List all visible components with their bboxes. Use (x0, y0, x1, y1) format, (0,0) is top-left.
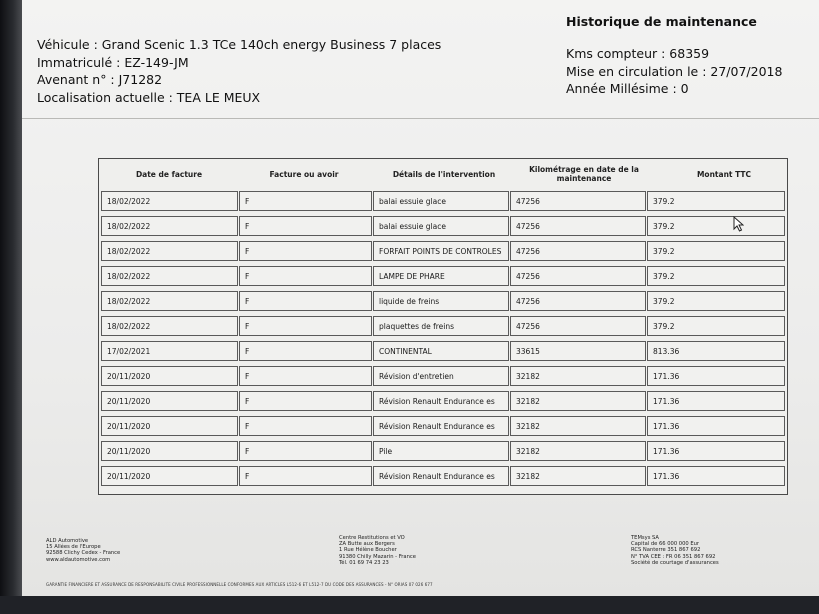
footer-line: Capital de 66 000 000 Eur (631, 541, 700, 548)
odometer-label: Kms compteur : 68359 (566, 46, 710, 61)
footer-line: 92588 Clichy Cedex - France (46, 550, 121, 557)
cell-type: F (239, 416, 372, 436)
footer-line: Société de courtage d'assurances (631, 559, 719, 566)
cell-mileage: 32182 (510, 391, 646, 411)
cell-details: Révision Renault Endurance es (373, 466, 509, 486)
cell-mileage: 32182 (510, 366, 646, 386)
cell-type: F (239, 241, 372, 261)
cell-amount: 379.2 (647, 216, 785, 236)
cell-amount: 379.2 (647, 316, 785, 336)
cell-type: F (239, 316, 372, 336)
footer-line: ZA Butte aux Bergers (339, 541, 395, 548)
cell-date: 20/11/2020 (101, 441, 238, 461)
table-row (101, 441, 785, 463)
cell-mileage: 47256 (510, 191, 646, 211)
cell-date: 20/11/2020 (101, 366, 238, 386)
footer-line: 1 Rue Hélène Boucher (339, 547, 397, 554)
cell-type: F (239, 466, 372, 486)
cell-mileage: 47256 (510, 316, 646, 336)
cell-mileage: 32182 (510, 416, 646, 436)
cell-amount: 379.2 (647, 241, 785, 261)
cell-date: 20/11/2020 (101, 416, 238, 436)
cell-details: Révision Renault Endurance es (373, 391, 509, 411)
cell-details: Révision Renault Endurance es (373, 416, 509, 436)
cell-mileage: 47256 (510, 291, 646, 311)
cell-type: F (239, 216, 372, 236)
year-model-label: Année Millésime : 0 (566, 81, 689, 96)
cell-details: plaquettes de freins (373, 316, 509, 336)
cell-date: 18/02/2022 (101, 266, 238, 286)
cell-type: F (239, 291, 372, 311)
cell-details: Pile (373, 441, 509, 461)
location-label: Localisation actuelle : TEA LE MEUX (37, 89, 261, 105)
cell-date: 18/02/2022 (101, 316, 238, 336)
first-registration-label: Mise en circulation le : 27/07/2018 (566, 63, 783, 79)
cell-date: 18/02/2022 (101, 241, 238, 261)
cell-amount: 171.36 (647, 366, 785, 386)
footer-center (339, 535, 416, 566)
cell-mileage: 47256 (510, 241, 646, 261)
cell-amount: 379.2 (647, 291, 785, 311)
table-row (101, 466, 785, 488)
cell-amount: 171.36 (647, 466, 785, 486)
column-header-date: Date de facture (135, 169, 203, 179)
cell-details: LAMPE DE PHARE (373, 266, 509, 286)
cell-amount: 379.2 (647, 191, 785, 211)
table-row (101, 241, 785, 263)
table-header (99, 159, 787, 189)
footer-left (46, 538, 120, 563)
cell-amount: 171.36 (647, 416, 785, 436)
footer-line: Tél. 01 69 74 23 23 (339, 559, 389, 566)
cell-amount: 171.36 (647, 391, 785, 411)
footer-right (631, 535, 719, 566)
table-row (101, 316, 785, 338)
cell-amount: 379.2 (647, 266, 785, 286)
cell-type: F (239, 391, 372, 411)
footer-line: 91380 Chilly Mazarin - France (339, 553, 416, 560)
footer-line: RCS Nanterre 351 867 692 (631, 547, 701, 554)
amendment-label: Avenant n° : J71282 (37, 72, 163, 87)
cell-type: F (239, 341, 372, 361)
cell-mileage: 32182 (510, 441, 646, 461)
vehicle-label: Véhicule : Grand Scenic 1.3 TCe 140ch energy Business 7 places (37, 37, 442, 52)
cell-type: F (239, 266, 372, 286)
footer-line: 15 Allées de l'Europe (46, 544, 101, 551)
footer-line: N° TVA CEE : FR 06 351 867 692 (631, 553, 716, 560)
registration-label: Immatriculé : EZ-149-JM (37, 54, 189, 70)
maintenance-summary (566, 14, 782, 98)
cell-type: F (239, 441, 372, 461)
footer-line: www.aldautomotive.com (46, 556, 111, 563)
cell-amount: 171.36 (647, 441, 785, 461)
maintenance-table (98, 158, 788, 495)
monitor-bezel (0, 0, 22, 604)
page-title: Historique de maintenance (566, 14, 757, 29)
cell-mileage: 33615 (510, 341, 646, 361)
mouse-pointer-icon (733, 216, 744, 232)
cell-date: 17/02/2021 (101, 341, 238, 361)
cell-details: FORFAIT POINTS DE CONTROLES (373, 241, 509, 261)
cell-amount: 813.36 (647, 341, 785, 361)
monitor-bottom-edge (0, 596, 819, 614)
column-header-type: Facture ou avoir (269, 169, 339, 179)
footer-line: ALD Automotive (46, 538, 89, 544)
footer-line: TEMsys SA (631, 535, 659, 541)
cell-date: 18/02/2022 (101, 216, 238, 236)
legal-notice: GARANTIE FINANCIERE ET ASSURANCE DE RESPONSABILITE CIVILE PROFESSIONNELLE CONFORMES AUX ARTICLES L512-6 ET L512-7 DU CODE DES ASSURANCES - N° ORIAS 07 026 677 (46, 582, 433, 587)
cell-mileage: 47256 (510, 266, 646, 286)
cell-details: balai essuie glace (373, 216, 509, 236)
table-row (101, 266, 785, 288)
column-header-mileage: Kilométrage en date de la maintenance (529, 165, 639, 183)
cell-details: Révision d'entretien (373, 366, 509, 386)
table-row (101, 366, 785, 388)
footer-line: Centre Restitutions et VO (339, 535, 405, 541)
column-header-details: Détails de l'intervention (392, 169, 496, 179)
cell-date: 20/11/2020 (101, 391, 238, 411)
table-row (101, 416, 785, 438)
table-row (101, 216, 785, 238)
cell-type: F (239, 366, 372, 386)
cell-details: balai essuie glace (373, 191, 509, 211)
cell-details: liquide de freins (373, 291, 509, 311)
header-divider (22, 118, 819, 119)
cell-type: F (239, 191, 372, 211)
table-row (101, 291, 785, 313)
cell-date: 20/11/2020 (101, 466, 238, 486)
column-header-amount: Montant TTC (696, 169, 752, 179)
cell-mileage: 47256 (510, 216, 646, 236)
cell-details: CONTINENTAL (373, 341, 509, 361)
table-row (101, 391, 785, 413)
cell-date: 18/02/2022 (101, 191, 238, 211)
vehicle-info (37, 36, 441, 106)
table-row (101, 191, 785, 213)
table-row (101, 341, 785, 363)
cell-date: 18/02/2022 (101, 291, 238, 311)
cell-mileage: 32182 (510, 466, 646, 486)
